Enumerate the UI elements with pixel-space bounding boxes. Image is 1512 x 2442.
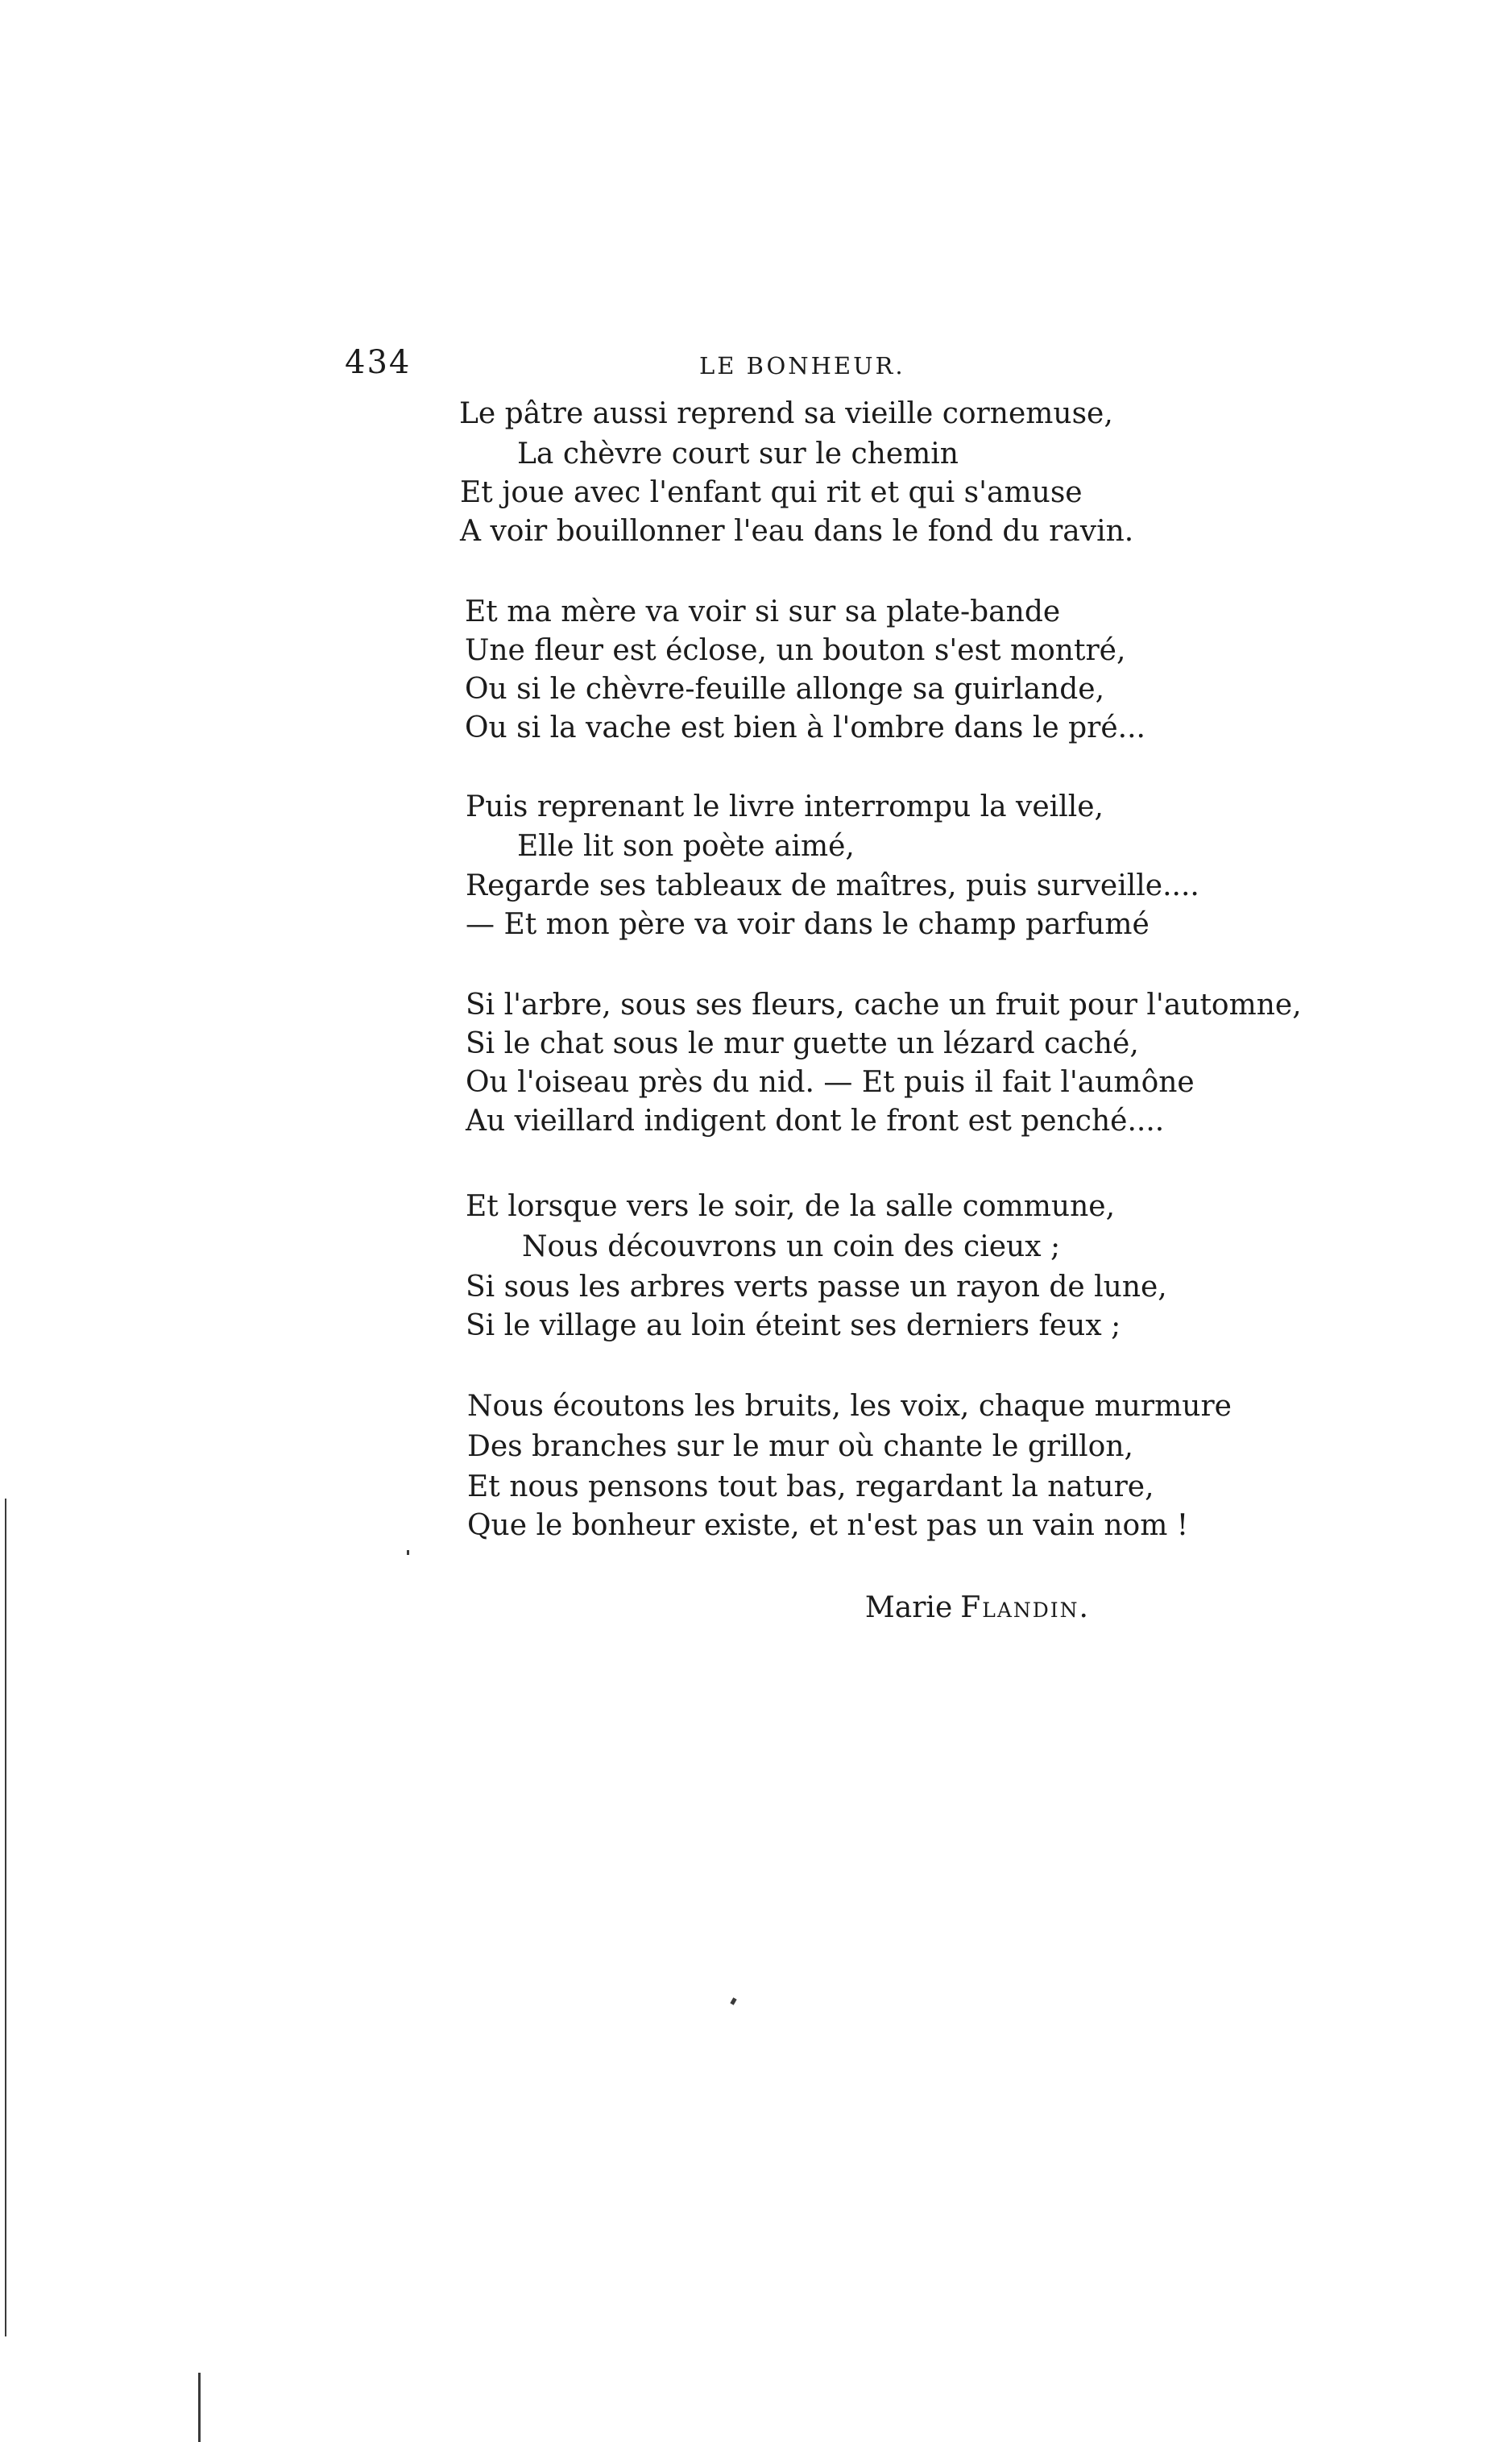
verse-line: Si le chat sous le mur guette un lézard caché,	[466, 1027, 1139, 1060]
verse-line: Et joue avec l'enfant qui rit et qui s'amuse	[460, 476, 1083, 509]
verse-line: Puis reprenant le livre interrompu la veille,	[466, 790, 1104, 823]
verse-line: Et lorsque vers le soir, de la salle commune,	[466, 1190, 1116, 1223]
verse-line: A voir bouillonner l'eau dans le fond du ravin.	[460, 515, 1134, 548]
verse-line: Elle lit son poète aimé,	[517, 830, 855, 863]
scan-speck	[730, 1997, 736, 2005]
verse-line: Nous découvrons un coin des cieux ;	[522, 1230, 1061, 1263]
author-signature	[864, 1591, 1090, 1624]
author-first-name: Marie	[864, 1591, 953, 1624]
page-number: 434	[345, 344, 412, 381]
verse-line: Ou si le chèvre-feuille allonge sa guirlande,	[465, 673, 1105, 706]
verse-line: Des branches sur le mur où chante le grillon,	[467, 1430, 1133, 1463]
verse-line: Ou l'oiseau près du nid. — Et puis il fait l'aumône	[466, 1066, 1195, 1099]
verse-line: Une fleur est éclose, un bouton s'est montré,	[465, 634, 1126, 667]
verse-line: Au vieillard indigent dont le front est penché....	[466, 1105, 1165, 1138]
verse-line: Nous écoutons les bruits, les voix, chaque murmure	[467, 1390, 1232, 1423]
verse-line: Le pâtre aussi reprend sa vieille cornemuse,	[459, 397, 1113, 430]
verse-line: La chèvre court sur le chemin	[517, 437, 959, 471]
running-title: LE BONHEUR.	[699, 352, 905, 379]
verse-line: Si le village au loin éteint ses derniers feux ;	[466, 1309, 1121, 1342]
verse-line: Si sous les arbres verts passe un rayon de lune,	[466, 1271, 1167, 1304]
scan-edge-line	[5, 1499, 6, 2336]
verse-line: Si l'arbre, sous ses fleurs, cache un fruit pour l'automne,	[466, 989, 1302, 1022]
verse-line: Et ma mère va voir si sur sa plate-bande	[465, 595, 1061, 628]
verse-line: Que le bonheur existe, et n'est pas un vain nom !	[467, 1509, 1189, 1542]
author-last-name: Flandin.	[960, 1591, 1090, 1624]
verse-line: Regarde ses tableaux de maîtres, puis surveille....	[466, 869, 1199, 902]
scan-edge-line	[198, 2373, 201, 2442]
verse-line: — Et mon père va voir dans le champ parfumé	[466, 908, 1150, 941]
verse-line: Et nous pensons tout bas, regardant la nature,	[467, 1470, 1154, 1503]
scan-speck	[407, 1550, 409, 1555]
verse-line: Ou si la vache est bien à l'ombre dans le pré...	[465, 711, 1145, 744]
